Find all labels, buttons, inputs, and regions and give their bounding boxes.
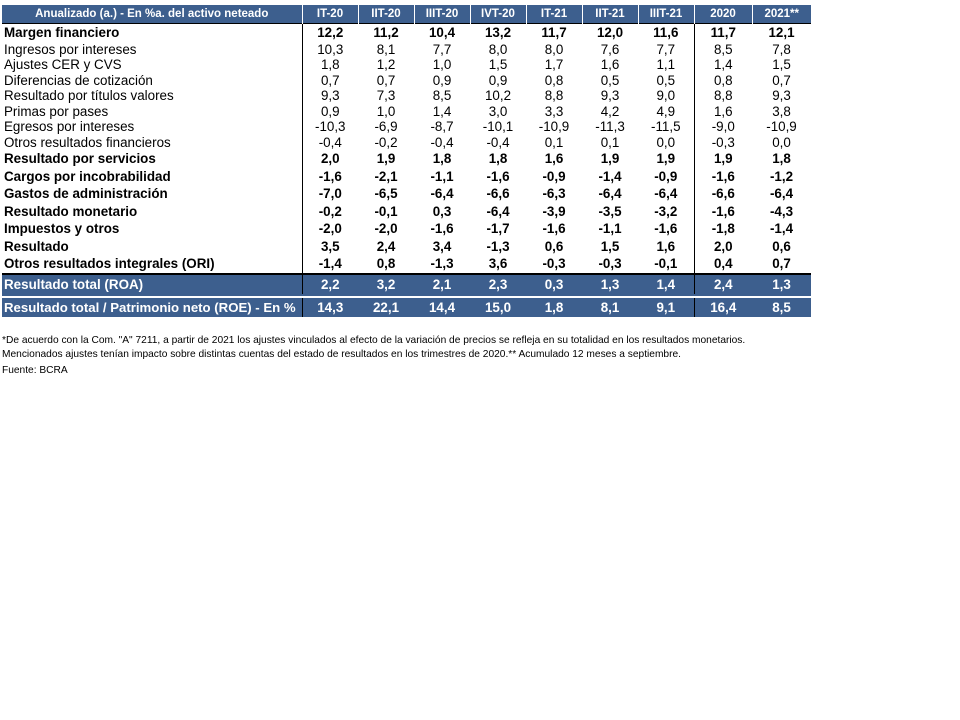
cell-value: 3,0 [488,103,508,119]
cell-value: 1,2 [376,57,396,73]
col-header: IIIT-20 [414,5,470,24]
cell-value: 3,6 [488,256,508,272]
cell-value: -6,5 [374,186,398,202]
row-label: Resultado total (ROA) [2,274,302,295]
col-header: IVT-20 [470,5,526,24]
cell-value: 0,8 [544,72,564,88]
cell-value: -1,4 [598,168,622,184]
footnote-line: Mencionados ajustes tenían impacto sobre distintas cuentas del estado de resultados en los trimestres de 2020.** Acumulado 12 meses a septiembre. [2,349,681,360]
cell-value: -2,0 [302,220,358,238]
cell-value: 0,7 [376,72,396,88]
col-header: IIIT-21 [638,5,694,24]
row-label: Otros resultados financieros [4,134,171,150]
row-label: Ingresos por intereses [4,41,137,57]
table-row [2,73,811,89]
cell-value: -7,0 [302,185,358,203]
cell-value: 2,4 [694,274,752,295]
cell-value: -1,4 [302,255,358,274]
cell-value: -0,9 [654,168,678,184]
cell-value: -6,4 [654,186,678,202]
table-row [2,150,811,168]
cell-value: 1,3 [582,274,638,295]
col-header: IT-21 [526,5,582,24]
cell-value: 1,6 [600,57,620,73]
cell-value: -0,4 [430,134,454,150]
cell-value: 3,3 [544,103,564,119]
cell-value: -3,5 [598,203,622,219]
cell-value: -2,0 [374,221,398,237]
cell-value: 16,4 [694,298,752,317]
cell-value: 1,8 [302,57,358,73]
row-label: Ajustes CER y CVS [4,57,122,73]
col-header: IIT-20 [358,5,414,24]
cell-value: -6,9 [374,119,398,135]
roe-row [2,298,811,317]
cell-value: 15,0 [470,298,526,317]
cell-value: 1,8 [488,151,508,167]
cell-value: 1,9 [656,151,676,167]
cell-value: -6,6 [486,186,510,202]
cell-value: 0,7 [772,256,791,272]
cell-value: 1,9 [600,151,620,167]
cell-value: -1,6 [430,221,454,237]
cell-value: 2,2 [302,274,358,295]
row-label: Cargos por incobrabilidad [4,168,171,184]
cell-value: -1,6 [694,168,752,186]
cell-value: 0,5 [656,72,676,88]
cell-value: 8,0 [544,41,564,57]
cell-value: -1,6 [694,203,752,221]
table-row [2,220,811,238]
cell-value: 4,2 [600,103,620,119]
cell-value: -3,9 [542,203,566,219]
cell-value: -1,6 [486,168,510,184]
footnote-line: *De acuerdo con la Com. "A" 7211, a partir de 2021 los ajustes vinculados al efecto de la variación de precios se refleja en su totalidad en los resultados monetarios. [2,335,746,346]
cell-value: -1,6 [542,221,566,237]
cell-value: 1,4 [638,274,694,295]
cell-value: 8,5 [752,298,811,317]
cell-value: 8,5 [432,88,452,104]
table-row [2,24,811,42]
cell-value: -1,7 [486,221,510,237]
cell-value: -1,6 [654,221,678,237]
col-header: IIT-21 [582,5,638,24]
cell-value: -1,2 [769,168,794,184]
cell-value: -9,0 [694,119,752,135]
cell-value: 11,7 [526,24,582,42]
cell-value: 1,6 [694,104,752,120]
cell-value: 8,0 [488,41,508,57]
row-label: Margen financiero [2,24,302,42]
cell-value: 12,1 [752,24,811,42]
cell-value: 9,1 [638,298,694,317]
cell-value: 9,3 [600,88,620,104]
roa-row [2,274,811,295]
table-body [2,24,811,317]
cell-value: 1,5 [600,238,620,254]
cell-value: -10,9 [538,119,570,135]
cell-value: -0,2 [374,134,398,150]
col-header: 2020 [694,5,752,24]
cell-value: 11,7 [694,24,752,42]
cell-value: -11,5 [650,119,681,135]
cell-value: 3,2 [358,274,414,295]
table-title: Anualizado (a.) - En %a. del activo neteado [2,5,302,24]
cell-value: 1,4 [432,103,452,119]
cell-value: -0,1 [374,203,398,219]
cell-value: 10,3 [302,42,358,58]
cell-value: -6,4 [769,186,794,202]
cell-value: 0,8 [694,73,752,89]
col-header: IT-20 [302,5,358,24]
cell-value: -0,4 [302,135,358,151]
footnotes [2,334,802,362]
cell-value: 0,7 [772,72,791,88]
table-row [2,255,811,274]
cell-value: -0,1 [654,256,678,272]
table-row [2,135,811,151]
cell-value: 1,5 [772,57,791,73]
cell-value: 11,2 [358,24,414,42]
cell-value: 0,9 [488,72,508,88]
cell-value: 1,8 [772,151,791,167]
cell-value: 0,3 [526,274,582,295]
cell-value: 0,1 [600,134,620,150]
cell-value: 0,8 [376,256,396,272]
cell-value: -0,4 [486,134,510,150]
table-row [2,42,811,58]
cell-value: -10,3 [302,119,358,135]
row-label: Otros resultados integrales (ORI) [4,256,215,272]
cell-value: 1,0 [432,57,452,73]
cell-value: 7,7 [656,41,676,57]
cell-value: -8,7 [430,119,454,135]
cell-value: -10,1 [482,119,514,135]
col-header: 2021** [752,5,811,24]
cell-value: 14,3 [302,298,358,317]
cell-value: 8,1 [582,298,638,317]
cell-value: 1,7 [544,57,564,73]
cell-value: -6,4 [430,186,454,202]
cell-value: 1,4 [694,57,752,73]
cell-value: -6,6 [694,185,752,203]
cell-value: 7,3 [376,88,396,104]
table-row [2,88,811,104]
row-label: Resultado por títulos valores [4,88,174,104]
cell-value: 8,1 [376,41,396,57]
cell-value: 0,9 [432,72,452,88]
cell-value: -0,2 [302,203,358,221]
cell-value: -0,3 [598,256,622,272]
cell-value: 0,6 [772,238,791,254]
row-label: Egresos por intereses [4,119,135,135]
cell-value: -1,1 [430,168,454,184]
source-note: Fuente: BCRA [2,365,68,376]
cell-value: -11,3 [595,119,625,135]
cell-value: 1,1 [656,57,676,73]
table-row [2,57,811,73]
cell-value: 7,8 [772,41,791,57]
cell-value: 0,0 [656,134,676,150]
cell-value: -6,4 [598,186,622,202]
row-label: Diferencias de cotización [4,72,153,88]
cell-value: 2,0 [694,238,752,256]
cell-value: 22,1 [358,298,414,317]
row-label: Gastos de administración [4,186,168,202]
cell-value: 1,6 [544,151,564,167]
cell-value: -4,3 [769,203,794,219]
row-label: Primas por pases [4,103,109,119]
cell-value: 8,5 [694,42,752,58]
cell-value: 13,2 [470,24,526,42]
cell-value: 8,8 [544,88,564,104]
cell-value: 2,4 [376,238,396,254]
cell-value: 12,2 [302,24,358,42]
cell-value: 11,6 [638,24,694,42]
row-label: Impuestos y otros [4,221,120,237]
cell-value: 2,0 [302,150,358,168]
cell-value: 7,6 [600,41,620,57]
cell-value: -2,1 [374,168,398,184]
cell-value: -6,4 [486,203,510,219]
cell-value: 1,3 [752,274,811,295]
cell-value: 4,9 [656,103,676,119]
row-label: Resultado [4,238,69,254]
cell-value: 1,9 [694,150,752,168]
table-row [2,168,811,186]
cell-value: 0,9 [302,104,358,120]
cell-value: 10,2 [484,88,512,104]
cell-value: -6,3 [542,186,566,202]
cell-value: 0,6 [544,238,564,254]
cell-value: 2,1 [414,274,470,295]
cell-value: 1,6 [656,238,676,254]
cell-value: 12,0 [582,24,638,42]
cell-value: 3,8 [772,103,791,119]
table-row [2,119,811,135]
cell-value: 2,3 [470,274,526,295]
cell-value: 9,0 [656,88,676,104]
cell-value: -0,3 [694,135,752,151]
cell-value: -1,3 [486,238,510,254]
cell-value: 0,5 [600,72,620,88]
cell-value: 1,5 [488,57,508,73]
cell-value: -1,1 [598,221,622,237]
cell-value: 7,7 [432,41,452,57]
cell-value: -1,8 [694,220,752,238]
cell-value: 3,5 [302,238,358,256]
cell-value: 0,4 [694,255,752,274]
cell-value: -3,2 [654,203,678,219]
cell-value: 1,8 [526,298,582,317]
cell-value: -0,3 [542,256,566,272]
row-label: Resultado total / Patrimonio neto (ROE) - En % [2,298,302,317]
cell-value: 3,4 [432,238,452,254]
cell-value: 1,8 [432,151,452,167]
cell-value: 9,3 [302,88,358,104]
table-row [2,104,811,120]
cell-value: 0,3 [432,203,452,219]
cell-value: 1,9 [376,151,396,167]
cell-value: -0,9 [542,168,566,184]
row-label: Resultado monetario [4,203,138,219]
cell-value: 9,3 [772,88,791,104]
cell-value: 14,4 [414,298,470,317]
cell-value: 1,0 [376,103,396,119]
cell-value: 10,4 [414,24,470,42]
results-table [2,5,811,317]
table-row [2,238,811,256]
table-row [2,203,811,221]
table-row [2,185,811,203]
cell-value: -1,4 [769,221,794,237]
row-label: Resultado por servicios [4,151,156,167]
cell-value: 0,1 [544,134,564,150]
table-header-row [2,5,811,24]
cell-value: -1,6 [302,168,358,186]
cell-value: 0,7 [302,73,358,89]
cell-value: 8,8 [694,88,752,104]
cell-value: 0,0 [772,134,791,150]
cell-value: -10,9 [766,119,797,135]
cell-value: -1,3 [430,256,454,272]
